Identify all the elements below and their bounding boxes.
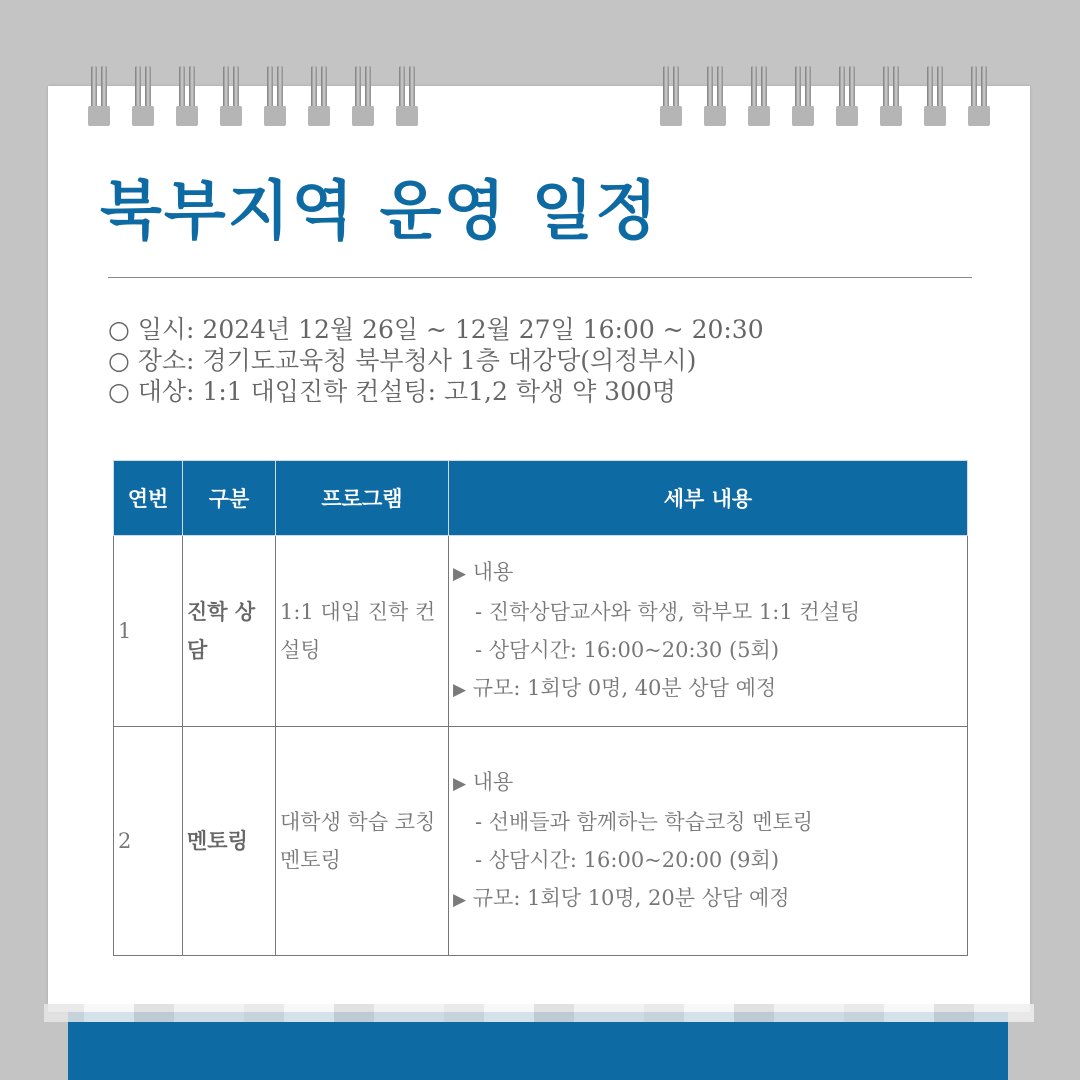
header-details: 세부 내용 [449,461,968,536]
binder-ring-icon [176,66,198,126]
binder-ring-icon [264,66,286,126]
binder-ring-icon [352,66,374,126]
table-row [114,727,968,956]
table-row [114,536,968,727]
detail-scale-text: 규모: 1회당 0명, 40분 상담 예정 [472,676,777,700]
row-program: 1:1 대입 진학 컨설팅 [276,536,449,727]
row-no: 1 [114,536,183,727]
binder-ring-icon [836,66,858,126]
binder-ring-icon [308,66,330,126]
detail-content-label: 내용 [472,770,514,794]
binder-ring-icon [968,66,990,126]
header-no: 연번 [114,461,183,536]
detail-sub-line: - 진학상담교사와 학생, 학부모 1:1 컨설팅 [475,600,861,624]
detail-content-line [453,553,963,593]
info-target: ○ 대상: 1:1 대입진학 컨설팅: 고1,2 학생 약 300명 [108,377,677,406]
triangle-right-icon: ▶ [453,680,467,700]
triangle-right-icon: ▶ [453,564,467,584]
row-no: 2 [114,727,183,956]
detail-sub-line: - 선배들과 함께하는 학습코칭 멘토링 [475,810,814,834]
binder-ring-icon [748,66,770,126]
table-header-row [114,461,968,536]
detail-sub-line: - 상담시간: 16:00~20:00 (9회) [475,848,780,872]
triangle-right-icon: ▶ [453,774,467,794]
binder-ring-icon [924,66,946,126]
page-stack-edge [44,1004,1034,1022]
event-info [108,314,978,407]
row-category: 진학 상담 [183,536,276,727]
triangle-right-icon: ▶ [453,890,467,910]
detail-scale-text: 규모: 1회당 10명, 20분 상담 예정 [472,886,790,910]
binder-ring-icon [704,66,726,126]
binder-ring-icon [132,66,154,126]
row-category: 멘토링 [183,727,276,956]
detail-content-line [453,763,963,803]
schedule-table [113,460,968,956]
info-location: ○ 장소: 경기도교육청 북부청사 1층 대강당(의정부시) [108,346,697,375]
detail-sub-line: - 상담시간: 16:00~20:30 (5회) [475,638,780,662]
row-details [449,727,968,956]
binder-ring-icon [880,66,902,126]
binder-ring-icon [220,66,242,126]
detail-scale-line [453,879,963,919]
binder-ring-icon [88,66,110,126]
header-category: 구분 [183,461,276,536]
detail-scale-line [453,669,963,709]
row-details [449,536,968,727]
binder-ring-icon [792,66,814,126]
binder-ring-icon [660,66,682,126]
header-program: 프로그램 [276,461,449,536]
binder-ring-icon [396,66,418,126]
info-datetime: ○ 일시: 2024년 12월 26일 ~ 12월 27일 16:00 ~ 20:30 [108,315,764,344]
page-title: 북부지역 운영 일정 [100,175,660,249]
title-divider [108,277,972,278]
row-program: 대학생 학습 코칭 멘토링 [276,727,449,956]
detail-content-label: 내용 [472,560,514,584]
